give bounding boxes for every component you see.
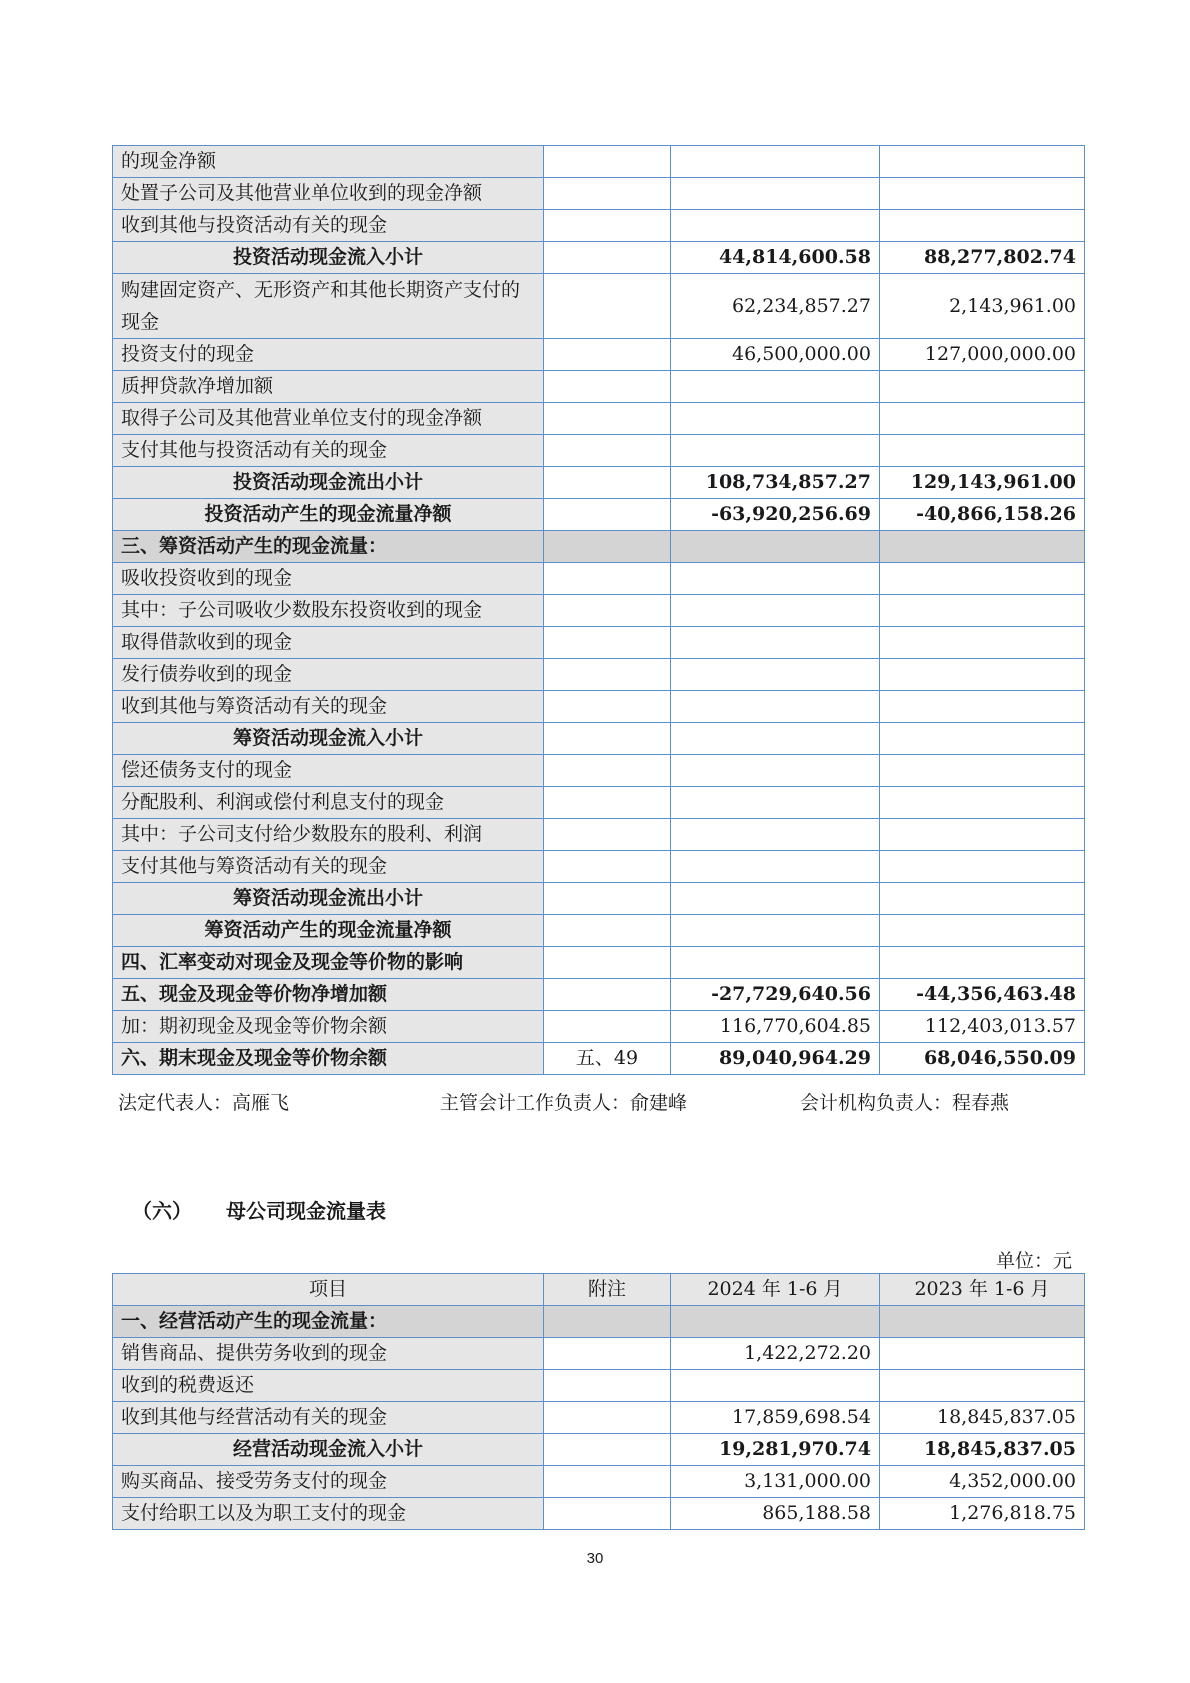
row-prior-period-value: 4,352,000.00 bbox=[880, 1466, 1085, 1498]
table-row bbox=[113, 787, 1085, 819]
row-note bbox=[544, 627, 671, 659]
row-current-period-value: 116,770,604.85 bbox=[671, 1011, 880, 1043]
row-prior-period-value bbox=[880, 178, 1085, 210]
table-row bbox=[113, 1370, 1085, 1402]
row-current-period-value: -27,729,640.56 bbox=[671, 979, 880, 1011]
unit-label: 单位：元 bbox=[995, 1250, 1072, 1272]
table-row bbox=[113, 435, 1085, 467]
table-row bbox=[113, 1338, 1085, 1370]
table-row bbox=[113, 210, 1085, 242]
row-note bbox=[544, 467, 671, 499]
row-label: 购买商品、接受劳务支付的现金 bbox=[113, 1466, 544, 1498]
section-number: （六） bbox=[132, 1199, 192, 1223]
row-label: 处置子公司及其他营业单位收到的现金净额 bbox=[113, 178, 544, 210]
row-label: 一、经营活动产生的现金流量： bbox=[113, 1306, 544, 1338]
row-current-period-value: -63,920,256.69 bbox=[671, 499, 880, 531]
row-current-period-value bbox=[671, 819, 880, 851]
row-note bbox=[544, 755, 671, 787]
row-label: 加：期初现金及现金等价物余额 bbox=[113, 1011, 544, 1043]
row-prior-period-value: 88,277,802.74 bbox=[880, 242, 1085, 274]
row-note bbox=[544, 563, 671, 595]
row-prior-period-value bbox=[880, 819, 1085, 851]
table-row bbox=[113, 819, 1085, 851]
row-current-period-value bbox=[671, 371, 880, 403]
row-note: 五、49 bbox=[544, 1043, 671, 1075]
row-label: 质押贷款净增加额 bbox=[113, 371, 544, 403]
row-label: 六、期末现金及现金等价物余额 bbox=[113, 1043, 544, 1075]
row-prior-period-value: 68,046,550.09 bbox=[880, 1043, 1085, 1075]
header-prior-period: 2023 年 1-6 月 bbox=[880, 1274, 1085, 1306]
row-current-period-value: 46,500,000.00 bbox=[671, 339, 880, 371]
row-prior-period-value bbox=[880, 1338, 1085, 1370]
row-prior-period-value bbox=[880, 851, 1085, 883]
row-label: 收到其他与投资活动有关的现金 bbox=[113, 210, 544, 242]
row-current-period-value bbox=[671, 787, 880, 819]
table-row bbox=[113, 339, 1085, 371]
row-current-period-value: 108,734,857.27 bbox=[671, 467, 880, 499]
row-note bbox=[544, 691, 671, 723]
row-current-period-value bbox=[671, 595, 880, 627]
row-label: 筹资活动现金流出小计 bbox=[113, 883, 544, 915]
row-label: 支付其他与投资活动有关的现金 bbox=[113, 435, 544, 467]
accounting-org-head-signature: 会计机构负责人：程春燕 bbox=[800, 1092, 1010, 1114]
row-label: 支付给职工以及为职工支付的现金 bbox=[113, 1498, 544, 1530]
row-note bbox=[544, 947, 671, 979]
table-row bbox=[113, 146, 1085, 178]
consolidated-cash-flow-table-continued bbox=[112, 145, 1085, 1075]
row-label: 投资活动现金流入小计 bbox=[113, 242, 544, 274]
row-prior-period-value: 18,845,837.05 bbox=[880, 1434, 1085, 1466]
row-current-period-value bbox=[671, 755, 880, 787]
row-prior-period-value bbox=[880, 1370, 1085, 1402]
row-prior-period-value bbox=[880, 915, 1085, 947]
row-label: 三、筹资活动产生的现金流量： bbox=[113, 531, 544, 563]
table-row bbox=[113, 883, 1085, 915]
table-row bbox=[113, 595, 1085, 627]
table-row bbox=[113, 467, 1085, 499]
row-note bbox=[544, 1338, 671, 1370]
row-label: 购建固定资产、无形资产和其他长期资产支付的现金 bbox=[113, 274, 544, 339]
row-current-period-value bbox=[671, 915, 880, 947]
table-row bbox=[113, 531, 1085, 563]
row-current-period-value bbox=[671, 883, 880, 915]
table-row bbox=[113, 1402, 1085, 1434]
row-prior-period-value bbox=[880, 723, 1085, 755]
row-current-period-value: 3,131,000.00 bbox=[671, 1466, 880, 1498]
table-row bbox=[113, 755, 1085, 787]
section-title: 母公司现金流量表 bbox=[226, 1199, 386, 1223]
row-prior-period-value bbox=[880, 659, 1085, 691]
row-prior-period-value: 2,143,961.00 bbox=[880, 274, 1085, 339]
row-note bbox=[544, 1466, 671, 1498]
row-current-period-value bbox=[671, 1306, 880, 1338]
row-note bbox=[544, 339, 671, 371]
row-prior-period-value: 129,143,961.00 bbox=[880, 467, 1085, 499]
row-label: 的现金净额 bbox=[113, 146, 544, 178]
table-row bbox=[113, 499, 1085, 531]
row-label: 投资活动现金流出小计 bbox=[113, 467, 544, 499]
header-current-period: 2024 年 1-6 月 bbox=[671, 1274, 880, 1306]
row-label: 收到的税费返还 bbox=[113, 1370, 544, 1402]
table-row bbox=[113, 1466, 1085, 1498]
table-row bbox=[113, 1498, 1085, 1530]
row-note bbox=[544, 979, 671, 1011]
row-note bbox=[544, 851, 671, 883]
row-label: 支付其他与筹资活动有关的现金 bbox=[113, 851, 544, 883]
row-current-period-value bbox=[671, 146, 880, 178]
table-row bbox=[113, 563, 1085, 595]
table-row bbox=[113, 403, 1085, 435]
table-row bbox=[113, 274, 1085, 339]
row-prior-period-value: 112,403,013.57 bbox=[880, 1011, 1085, 1043]
table-row bbox=[113, 178, 1085, 210]
row-prior-period-value bbox=[880, 755, 1085, 787]
row-current-period-value: 44,814,600.58 bbox=[671, 242, 880, 274]
row-note bbox=[544, 531, 671, 563]
row-prior-period-value bbox=[880, 691, 1085, 723]
table-row bbox=[113, 242, 1085, 274]
table-row bbox=[113, 691, 1085, 723]
row-note bbox=[544, 1306, 671, 1338]
row-prior-period-value bbox=[880, 595, 1085, 627]
row-label: 筹资活动现金流入小计 bbox=[113, 723, 544, 755]
table-row bbox=[113, 627, 1085, 659]
legal-representative-signature: 法定代表人：高雁飞 bbox=[118, 1092, 290, 1114]
row-note bbox=[544, 274, 671, 339]
row-current-period-value bbox=[671, 691, 880, 723]
row-note bbox=[544, 1434, 671, 1466]
table-row bbox=[113, 1434, 1085, 1466]
row-note bbox=[544, 1011, 671, 1043]
row-current-period-value: 17,859,698.54 bbox=[671, 1402, 880, 1434]
row-note bbox=[544, 499, 671, 531]
row-current-period-value bbox=[671, 210, 880, 242]
row-note bbox=[544, 1370, 671, 1402]
row-prior-period-value bbox=[880, 1306, 1085, 1338]
section-heading bbox=[132, 1195, 420, 1224]
row-note bbox=[544, 210, 671, 242]
row-prior-period-value: 18,845,837.05 bbox=[880, 1402, 1085, 1434]
row-prior-period-value bbox=[880, 435, 1085, 467]
row-label: 四、汇率变动对现金及现金等价物的影响 bbox=[113, 947, 544, 979]
row-note bbox=[544, 819, 671, 851]
row-note bbox=[544, 242, 671, 274]
row-current-period-value bbox=[671, 1370, 880, 1402]
row-prior-period-value bbox=[880, 531, 1085, 563]
row-label: 投资活动产生的现金流量净额 bbox=[113, 499, 544, 531]
row-label: 筹资活动产生的现金流量净额 bbox=[113, 915, 544, 947]
table-row bbox=[113, 1011, 1085, 1043]
table-row bbox=[113, 915, 1085, 947]
row-current-period-value: 89,040,964.29 bbox=[671, 1043, 880, 1075]
table-row bbox=[113, 659, 1085, 691]
row-label: 投资支付的现金 bbox=[113, 339, 544, 371]
table-row bbox=[113, 1306, 1085, 1338]
row-label: 偿还债务支付的现金 bbox=[113, 755, 544, 787]
row-current-period-value bbox=[671, 851, 880, 883]
table-header-row bbox=[113, 1274, 1085, 1306]
table-row bbox=[113, 1043, 1085, 1075]
row-current-period-value bbox=[671, 947, 880, 979]
row-prior-period-value: -44,356,463.48 bbox=[880, 979, 1085, 1011]
row-note bbox=[544, 146, 671, 178]
row-current-period-value: 865,188.58 bbox=[671, 1498, 880, 1530]
row-current-period-value: 62,234,857.27 bbox=[671, 274, 880, 339]
row-current-period-value: 1,422,272.20 bbox=[671, 1338, 880, 1370]
row-note bbox=[544, 371, 671, 403]
table-row bbox=[113, 947, 1085, 979]
row-prior-period-value: -40,866,158.26 bbox=[880, 499, 1085, 531]
row-label: 取得子公司及其他营业单位支付的现金净额 bbox=[113, 403, 544, 435]
row-label: 取得借款收到的现金 bbox=[113, 627, 544, 659]
row-prior-period-value bbox=[880, 883, 1085, 915]
row-label: 经营活动现金流入小计 bbox=[113, 1434, 544, 1466]
row-prior-period-value: 127,000,000.00 bbox=[880, 339, 1085, 371]
row-prior-period-value bbox=[880, 146, 1085, 178]
row-label: 收到其他与筹资活动有关的现金 bbox=[113, 691, 544, 723]
table-row bbox=[113, 979, 1085, 1011]
row-label: 收到其他与经营活动有关的现金 bbox=[113, 1402, 544, 1434]
row-label: 其中：子公司吸收少数股东投资收到的现金 bbox=[113, 595, 544, 627]
row-prior-period-value bbox=[880, 563, 1085, 595]
row-note bbox=[544, 403, 671, 435]
row-label: 销售商品、提供劳务收到的现金 bbox=[113, 1338, 544, 1370]
row-prior-period-value: 1,276,818.75 bbox=[880, 1498, 1085, 1530]
row-note bbox=[544, 723, 671, 755]
row-label: 分配股利、利润或偿付利息支付的现金 bbox=[113, 787, 544, 819]
row-note bbox=[544, 915, 671, 947]
header-item: 项目 bbox=[113, 1274, 544, 1306]
row-label: 其中：子公司支付给少数股东的股利、利润 bbox=[113, 819, 544, 851]
row-note bbox=[544, 178, 671, 210]
parent-company-cash-flow-table bbox=[112, 1273, 1085, 1530]
row-current-period-value bbox=[671, 531, 880, 563]
row-current-period-value bbox=[671, 723, 880, 755]
row-current-period-value bbox=[671, 563, 880, 595]
row-current-period-value bbox=[671, 659, 880, 691]
row-note bbox=[544, 1402, 671, 1434]
row-prior-period-value bbox=[880, 947, 1085, 979]
row-current-period-value: 19,281,970.74 bbox=[671, 1434, 880, 1466]
row-current-period-value bbox=[671, 403, 880, 435]
row-note bbox=[544, 883, 671, 915]
page-number: 30 bbox=[586, 1550, 604, 1567]
row-note bbox=[544, 595, 671, 627]
row-prior-period-value bbox=[880, 210, 1085, 242]
row-label: 五、现金及现金等价物净增加额 bbox=[113, 979, 544, 1011]
table-row bbox=[113, 851, 1085, 883]
accounting-head-signature: 主管会计工作负责人：俞建峰 bbox=[440, 1092, 688, 1114]
row-note bbox=[544, 435, 671, 467]
table-row bbox=[113, 723, 1085, 755]
row-current-period-value bbox=[671, 435, 880, 467]
row-label: 发行债券收到的现金 bbox=[113, 659, 544, 691]
row-prior-period-value bbox=[880, 627, 1085, 659]
header-note: 附注 bbox=[544, 1274, 671, 1306]
row-prior-period-value bbox=[880, 403, 1085, 435]
row-current-period-value bbox=[671, 627, 880, 659]
row-prior-period-value bbox=[880, 371, 1085, 403]
row-note bbox=[544, 659, 671, 691]
row-note bbox=[544, 1498, 671, 1530]
row-label: 吸收投资收到的现金 bbox=[113, 563, 544, 595]
row-current-period-value bbox=[671, 178, 880, 210]
row-note bbox=[544, 787, 671, 819]
row-prior-period-value bbox=[880, 787, 1085, 819]
table-row bbox=[113, 371, 1085, 403]
